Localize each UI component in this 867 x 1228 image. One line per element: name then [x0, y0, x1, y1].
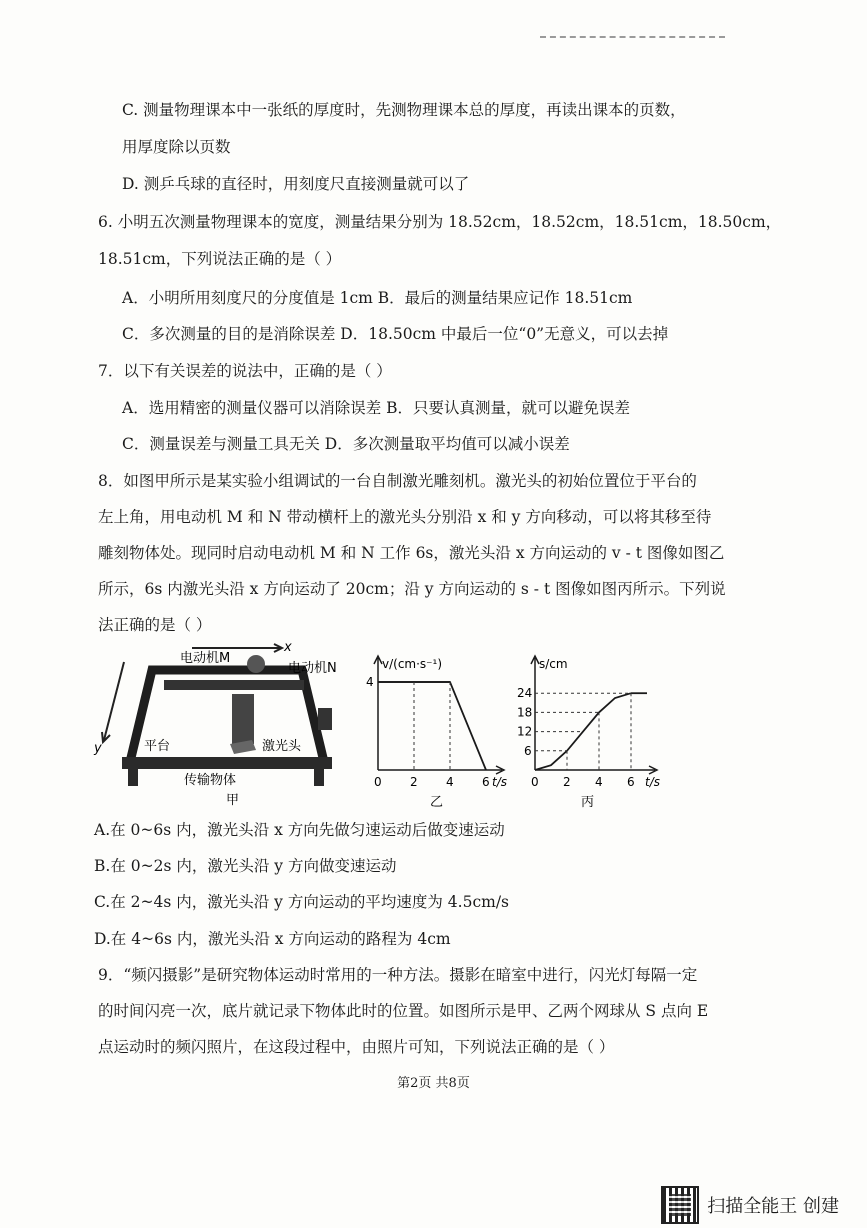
text-line-q6a: A．小明所用刻度尺的分度值是 1cm B．最后的测量结果应记作 18.51cm — [122, 289, 633, 307]
scanner-watermark — [661, 1186, 839, 1224]
bing-xlabel: t/s — [645, 775, 660, 789]
yi-xtick-4: 4 — [446, 775, 454, 789]
qr-code-icon — [661, 1186, 699, 1224]
yi-xtick-6: 6 — [482, 775, 490, 789]
yi-xtick-0: 0 — [374, 775, 382, 789]
text-line-q8B: B.在 0~2s 内，激光头沿 y 方向做变速运动 — [94, 857, 397, 875]
bing-ytick-12: 12 — [517, 724, 533, 739]
caption-bing: 丙 — [581, 795, 595, 810]
bing-xtick-0: 0 — [531, 775, 539, 789]
text-line-c5: C. 测量物理课本中一张纸的厚度时，先测物理课本总的厚度，再读出课本的页数， — [122, 101, 686, 119]
text-line-q7: 7．以下有关误差的说法中，正确的是（ ） — [98, 362, 392, 380]
caption-yi: 乙 — [430, 795, 444, 810]
bing-ytick-6: 6 — [524, 743, 532, 758]
text-line-q6: 6. 小明五次测量物理课本的宽度，测量结果分别为 18.52cm，18.52cm，18.51cm，18.50cm， — [98, 213, 782, 231]
text-line-q8A: A.在 0~6s 内，激光头沿 x 方向先做匀速运动后做变速运动 — [94, 821, 505, 839]
text-line-c5b: 用厚度除以页数 — [122, 138, 231, 156]
label-laser-head: 激光头 — [262, 739, 302, 754]
yi-ylabel: v/(cm·s⁻¹) — [382, 657, 443, 671]
label-axis-y: y — [94, 741, 102, 756]
figure-bing-chart — [515, 648, 675, 813]
text-line-q7a: A．选用精密的测量仪器可以消除误差 B．只要认真测量，就可以避免误差 — [122, 399, 631, 417]
bing-ylabel: s/cm — [539, 657, 568, 671]
top-dashed-rule — [540, 36, 725, 38]
text-line-q8: 8．如图甲所示是某实验小组调试的一台自制激光雕刻机。激光头的初始位置位于平台的 — [98, 472, 697, 490]
bing-ytick-24: 24 — [517, 686, 533, 701]
text-line-q7c: C．测量误差与测量工具无关 D．多次测量取平均值可以减小误差 — [122, 435, 570, 453]
scanner-brand-text: 扫描全能王 创建 — [707, 1196, 839, 1217]
axis-y-line — [104, 662, 124, 740]
text-line-q8d: 所示，6s 内激光头沿 x 方向运动了 20cm；沿 y 方向运动的 s - t 图像如图丙所示。下列说 — [98, 580, 726, 598]
yi-series-line — [378, 682, 486, 770]
text-line-q8c: 雕刻物体处。现同时启动电动机 M 和 N 工作 6s，激光头沿 x 方向运动的 v - t 图像如图乙 — [98, 544, 725, 562]
label-axis-x: x — [284, 642, 292, 655]
label-platform: 平台 — [144, 739, 171, 754]
text-line-q6c: C．多次测量的目的是消除误差 D．18.50cm 中最后一位“0”无意义，可以去掉 — [122, 325, 669, 343]
yi-ytick-4: 4 — [366, 675, 374, 689]
label-motor-m: 电动机M — [180, 651, 231, 666]
page-footer: 第2页 共8页 — [397, 1076, 470, 1091]
bing-xtick-4: 4 — [595, 775, 603, 789]
text-line-q9c: 点运动时的频闪照片，在这段过程中，由照片可知，下列说法正确的是（ ） — [98, 1038, 615, 1056]
text-line-q8D: D.在 4~6s 内，激光头沿 x 方向运动的路程为 4cm — [94, 930, 451, 948]
bing-ytick-18: 18 — [517, 705, 533, 720]
text-line-q8C: C.在 2~4s 内，激光头沿 y 方向运动的平均速度为 4.5cm/s — [94, 893, 509, 911]
figure-yi-chart — [362, 648, 522, 813]
label-motor-n: 电动机N — [288, 661, 337, 676]
text-line-q8b: 左上角，用电动机 M 和 N 带动横杆上的激光头分别沿 x 和 y 方向移动，可以将其移至待 — [98, 508, 712, 526]
text-line-q9b: 的时间闪亮一次，底片就记录下物体此时的位置。如图所示是甲、乙两个网球从 S 点向 E — [98, 1002, 709, 1020]
bing-xtick-6: 6 — [627, 775, 635, 789]
text-line-q6b: 18.51cm，下列说法正确的是（ ） — [98, 250, 342, 268]
yi-xtick-2: 2 — [410, 775, 418, 789]
bing-xtick-2: 2 — [563, 775, 571, 789]
caption-jia: 甲 — [226, 793, 240, 808]
figure-jia — [92, 642, 352, 814]
yi-xlabel: t/s — [492, 775, 507, 789]
text-line-d5: D. 测乒乓球的直径时，用刻度尺直接测量就可以了 — [122, 175, 470, 193]
text-line-q8e: 法正确的是（ ） — [98, 616, 212, 634]
text-line-q9: 9．“频闪摄影”是研究物体运动时常用的一种方法。摄影在暗室中进行，闪光灯每隔一定 — [98, 966, 698, 984]
label-conveyor: 传输物体 — [184, 773, 237, 788]
